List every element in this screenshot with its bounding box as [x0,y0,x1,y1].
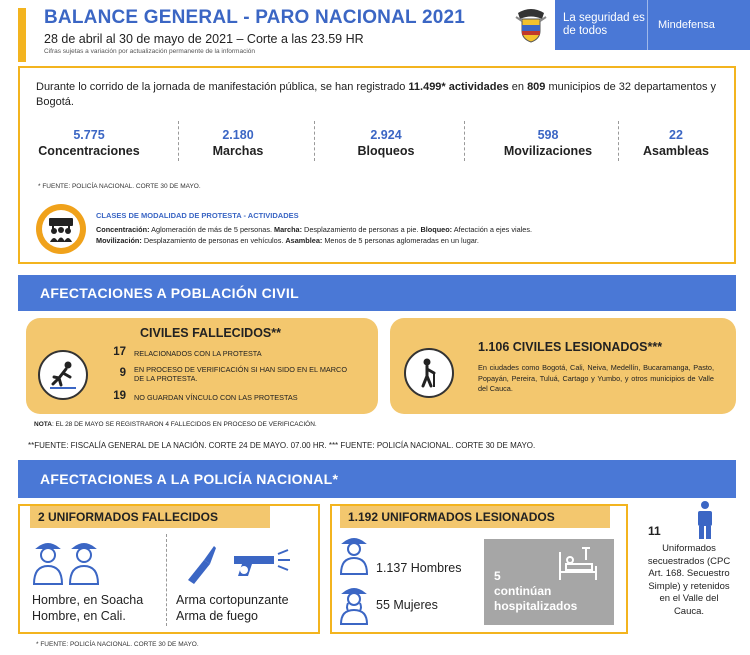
mujeres-count: 55 Mujeres [376,598,438,612]
weapons-icon [182,540,302,591]
logo-banner [555,0,750,50]
fallecidos-num: 17 [113,346,126,358]
stat-movilizaciones [478,128,618,158]
secuestrados-count: 11 [648,524,661,538]
police-lesionados-title: 1.192 UNIFORMADOS LESIONADOS [340,506,610,528]
civil-note [34,421,317,428]
stat-value: 2.180 [222,128,254,142]
standing-officer-icon [694,500,716,545]
stat-value: 2.924 [370,128,402,142]
activities-count: 11.499* [408,81,446,93]
police-banner [18,460,736,498]
civiles-lesionados-text: En ciudades como Bogotá, Cali, Neiva, Medellín, Bucaramanga, Pasto, Popayán, Pereira, Tuluá, Cartago y Yumbo, y otros municipios de Valle del Cauca. [478,363,714,393]
summary-intro [36,80,726,110]
stat-value: 598 [537,128,559,142]
stat-divider [178,121,179,161]
detail-line: Hombre, en Cali. [32,609,126,623]
stat-label: Marchas [212,144,264,158]
note-text: : EL 28 DE MAYO SE REGISTRARON 4 FALLECIDOS EN PROCESO DE VERIFICACIÓN. [51,421,317,428]
page-subtitle: 28 de abril al 30 de mayo de 2021 – Corte a las 23.59 HR [44,32,364,46]
detail-line: Arma de fuego [176,609,258,623]
civil-banner-title: AFECTACIONES A POBLACIÓN CIVIL [40,285,299,301]
stat-divider [464,121,465,161]
police-fallecidos-title: 2 UNIFORMADOS FALLECIDOS [30,506,270,528]
police-fallecidos-detail [32,592,143,624]
stat-value: 5.775 [73,128,105,142]
def-key: Concentración: [96,225,150,234]
police-officer-icon [30,538,110,591]
civiles-lesionados-title: 1.106 CIVILES LESIONADOS*** [478,340,663,354]
stat-label: Bloqueos [357,144,415,158]
hospitalized-line: hospitalizados [494,599,578,613]
police-banner-title: AFECTACIONES A LA POLICÍA NACIONAL* [40,471,339,487]
stat-label: Asambleas [642,144,709,158]
hospitalized-count: 5 [494,569,501,583]
intro-text-b: actividades [445,81,509,93]
falling-person-icon [38,350,88,400]
police-weapons-detail [176,592,289,624]
injured-person-icon [404,348,454,398]
civil-banner [18,275,736,311]
police-source: * FUENTE: POLICÍA NACIONAL. CORTE 30 DE MAYO. [36,641,199,648]
def-key: Bloqueo: [420,225,453,234]
hombres-count: 1.137 Hombres [376,561,462,575]
policeman-icon [338,534,370,581]
header-note: Cifras sujetas a variación por actualización permanente de la información [44,48,255,55]
intro-text-a: Durante lo corrido de la jornada de manifestación pública, se han registrado [36,81,409,93]
stat-divider [314,121,315,161]
summary-source: * FUENTE: POLICÍA NACIONAL. CORTE 30 DE MAYO. [38,183,201,190]
detail-line: Hombre, en Soacha [32,593,144,607]
civil-sources: **FUENTE: FISCALÍA GENERAL DE LA NACIÓN. CORTE 24 DE MAYO. 07.00 HR. *** FUENTE: POLICÍA NACIONAL. CORTE 30 DE MAYO. [28,441,536,450]
def-key: Marcha: [274,225,303,234]
fallecidos-text: EN PROCESO DE VERIFICACIÓN SI HAN SIDO EN EL MARCO DE LA PROTESTA. [134,365,347,383]
note-label: NOTA [34,421,52,428]
def-text: Desplazamiento de personas en vehículos. [141,236,286,245]
header-accent-bar [18,8,26,62]
def-text: Afectación a ejes viales. [452,225,533,234]
hospitalized-text [494,569,577,614]
coat-of-arms-icon [507,0,555,50]
stat-value: 22 [669,128,683,142]
municipalities-count: 809 [527,81,546,93]
detail-line: Arma cortopunzante [176,593,289,607]
intro-text-c: en [508,81,528,93]
fallecidos-num: 9 [119,367,126,379]
stat-marchas [194,128,282,158]
protest-icon [36,204,86,254]
stat-asambleas [630,128,722,158]
ministry-name: Mindefensa [658,19,715,31]
police-divider [166,534,167,626]
fallecidos-text: RELACIONADOS CON LA PROTESTA [134,349,262,358]
modalidad-title: CLASES DE MODALIDAD DE PROTESTA - ACTIVIDADES [96,211,299,220]
secuestrados-text: Uniformados secuestrados (CPC Art. 168. Secuestro Simple) y retenidos en el Valle del Cauca. [647,543,731,617]
stat-concentraciones [30,128,148,158]
stat-label: Movilizaciones [503,144,593,158]
def-key: Movilización: [96,236,142,245]
ministry-logo-block [507,0,750,50]
page-title: BALANCE GENERAL - PARO NACIONAL 2021 [44,7,466,28]
logo-slogan: La seguridad es de todos [563,12,645,37]
stat-label: Concentraciones [38,144,140,158]
def-key: Asamblea: [285,236,323,245]
stat-divider [618,121,619,161]
def-text: Desplazamiento de personas a pie. [302,225,421,234]
def-text: Menos de 5 personas aglomeradas en un lugar. [322,236,479,245]
stat-bloqueos [336,128,436,158]
intro-text-d: municipios de 32 departamentos y Bogotá. [36,81,717,108]
civiles-fallecidos-title: CIVILES FALLECIDOS** [140,326,281,340]
def-text: Aglomeración de más de 5 personas. [149,225,275,234]
policewoman-icon [338,584,370,631]
modalidad-definitions [96,224,716,246]
fallecidos-num: 19 [113,390,126,402]
fallecidos-text: NO GUARDAN VÍNCULO CON LAS PROTESTAS [134,393,298,402]
hospitalized-line: continúan [494,584,552,598]
